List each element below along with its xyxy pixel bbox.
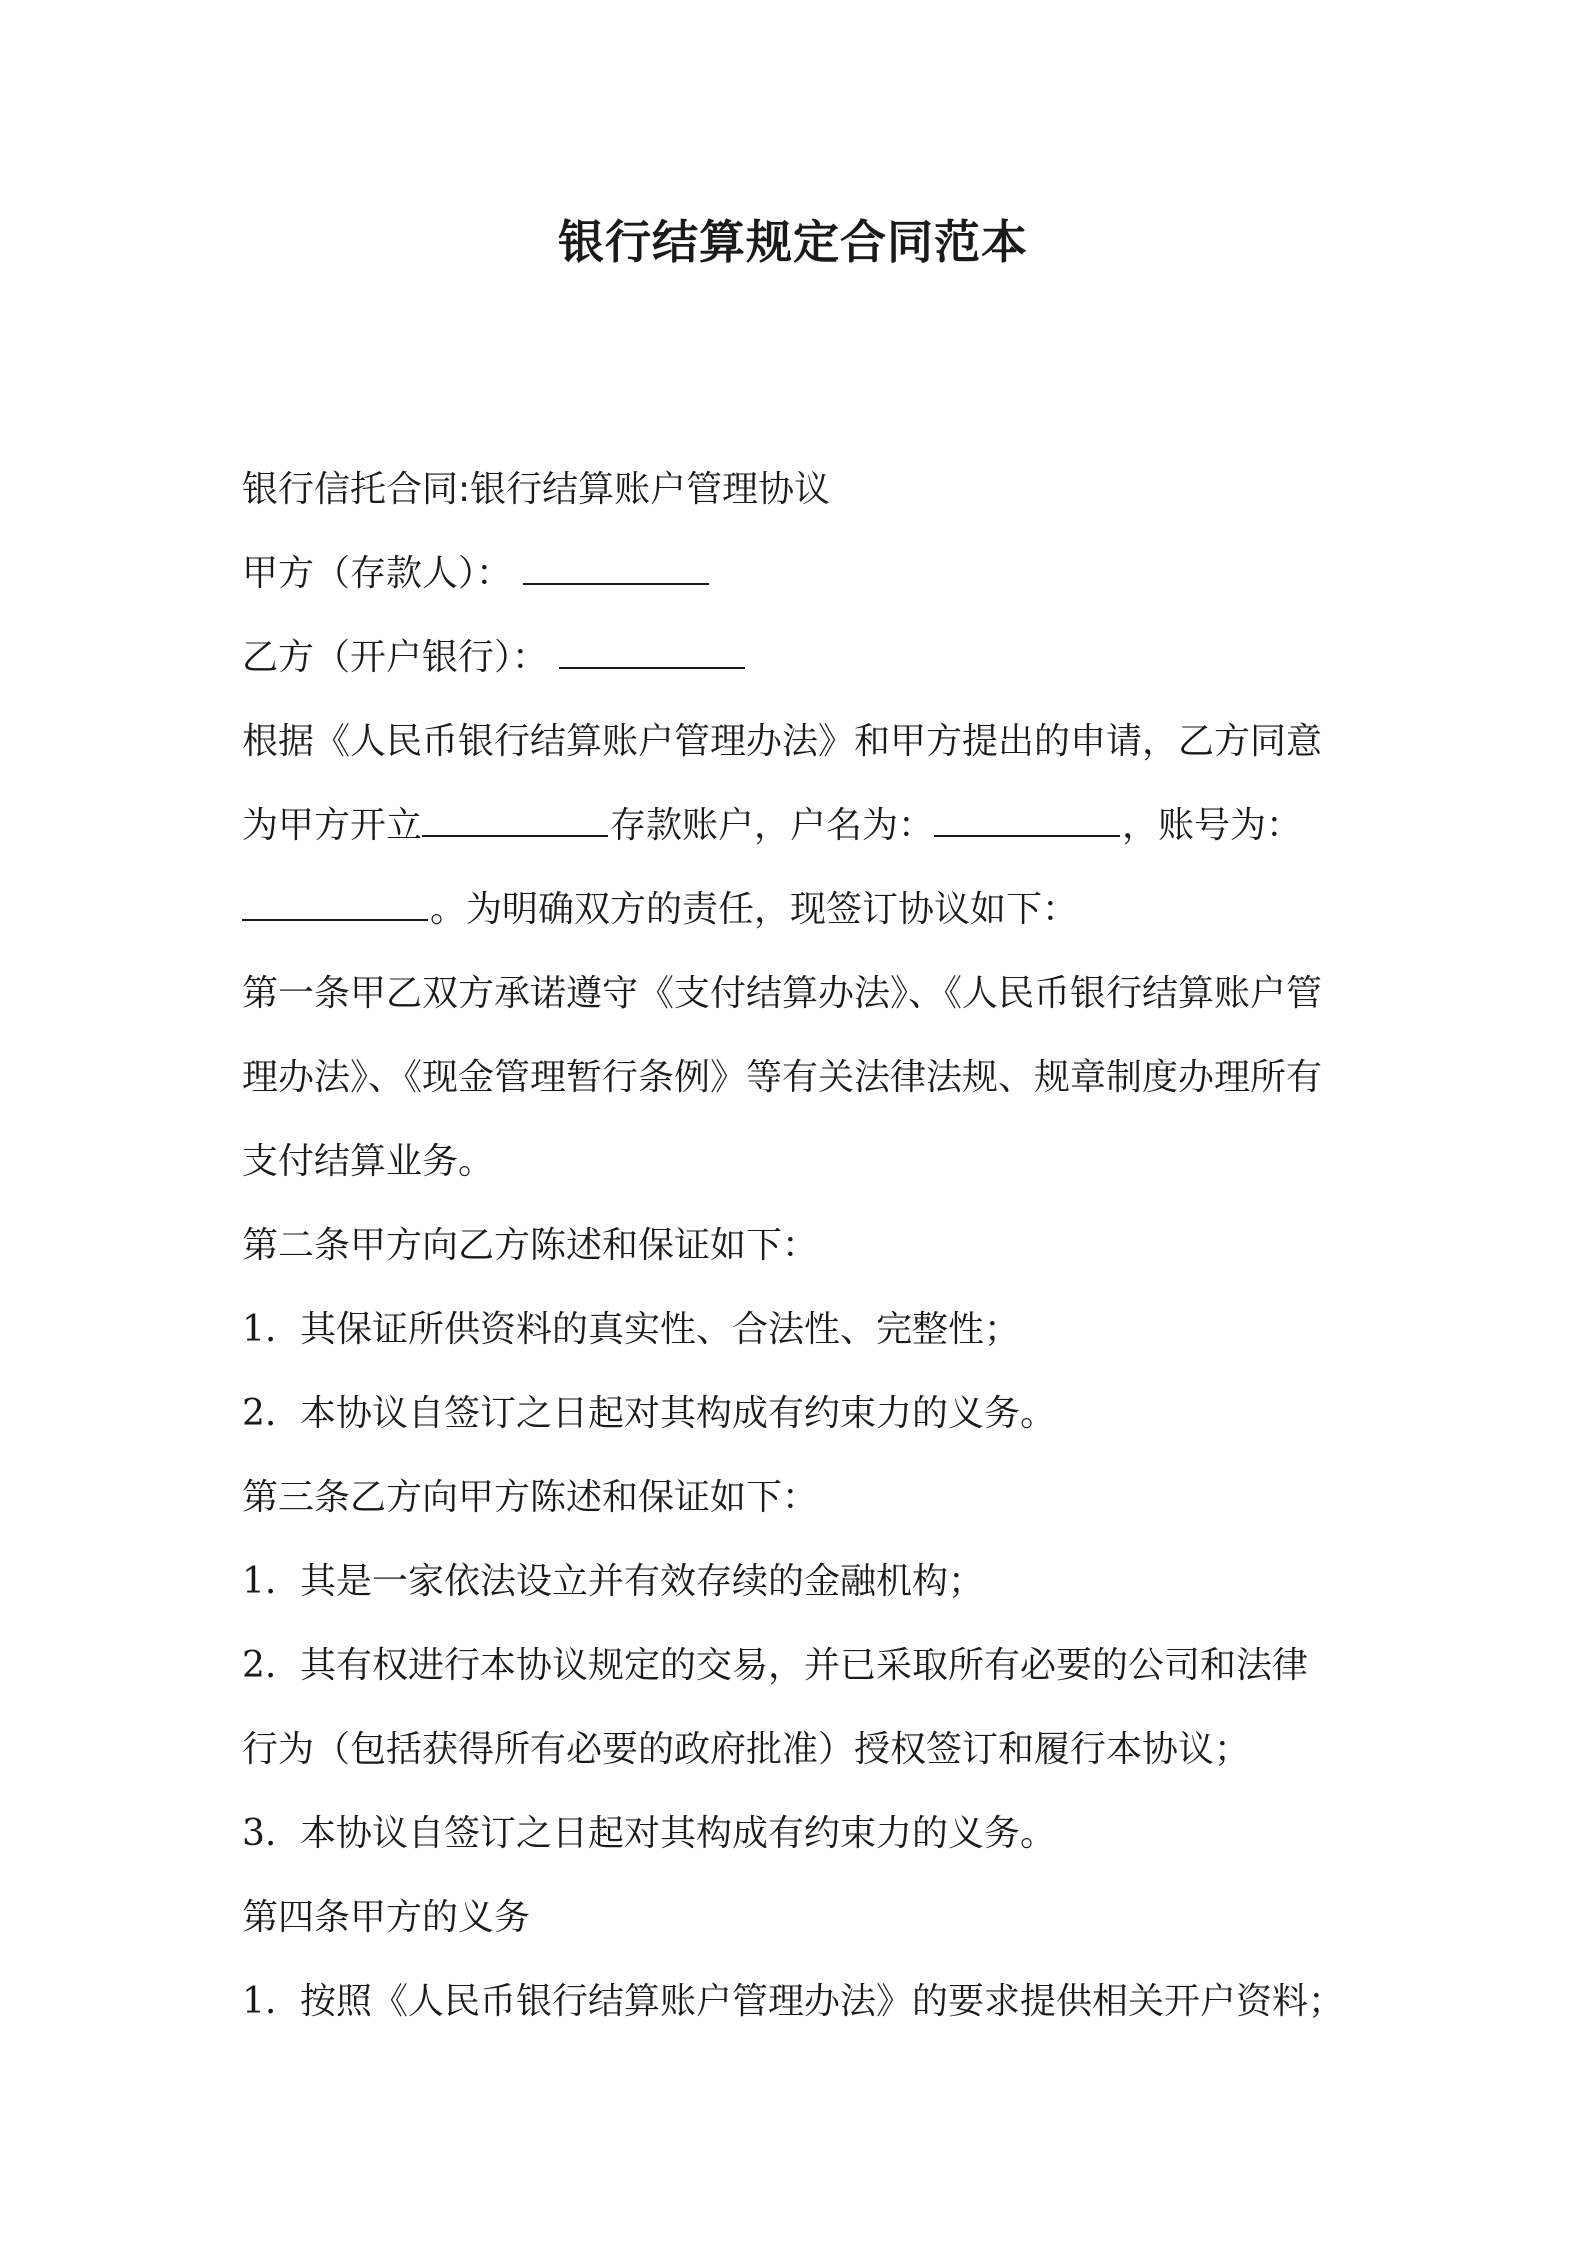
document-line xyxy=(242,868,1362,952)
document-line xyxy=(242,616,1362,700)
document-line xyxy=(242,1708,1362,1792)
text-segment: 为甲方开立 xyxy=(242,805,423,846)
document-line xyxy=(242,448,1362,532)
document-line xyxy=(242,1204,1362,1288)
text-segment: 甲方（存款人）： xyxy=(242,553,513,594)
list-item xyxy=(242,1372,1362,1456)
list-item xyxy=(242,1792,1362,1876)
text-segment: 第一条甲乙双方承诺遵守《支付结算办法》、《人民币银行结算账户管 xyxy=(242,973,1323,1014)
fill-in-blank xyxy=(559,633,745,669)
list-number: 2. xyxy=(242,1645,277,1686)
text-segment: 根据《人民币银行结算账户管理办法》和甲方提出的申请，乙方同意 xyxy=(242,721,1323,762)
text-segment: 理办法》、《现金管理暂行条例》等有关法律法规、规章制度办理所有 xyxy=(242,1057,1323,1098)
text-segment: ，账号为： xyxy=(1122,805,1303,846)
list-item xyxy=(242,1960,1362,2044)
text-segment: 本协议自签订之日起对其构成有约束力的义务。 xyxy=(300,1813,1057,1854)
list-number: 1. xyxy=(242,1981,277,2022)
list-number: 3. xyxy=(242,1813,277,1854)
document-line xyxy=(242,952,1362,1036)
list-number: 2. xyxy=(242,1393,277,1434)
list-item xyxy=(242,1288,1362,1372)
document-line xyxy=(242,1120,1362,1204)
document-body xyxy=(242,448,1362,2044)
fill-in-blank xyxy=(934,801,1120,837)
text-segment: 其是一家依法设立并有效存续的金融机构； xyxy=(300,1561,985,1602)
text-segment: 银行信托合同:银行结算账户管理协议 xyxy=(242,469,831,510)
text-segment: 第四条甲方的义务 xyxy=(242,1897,531,1938)
text-segment: 按照《人民币银行结算账户管理办法》的要求提供相关开户资料； xyxy=(300,1981,1345,2022)
list-item xyxy=(242,1624,1362,1708)
document-line xyxy=(242,1876,1362,1960)
text-segment: 其保证所供资料的真实性、合法性、完整性； xyxy=(300,1309,1021,1350)
fill-in-blank xyxy=(422,801,608,837)
text-segment: 。为明确双方的责任，现签订协议如下： xyxy=(430,889,1079,930)
list-item xyxy=(242,1540,1362,1624)
text-segment: 第三条乙方向甲方陈述和保证如下： xyxy=(242,1477,819,1518)
text-segment: 乙方（开户银行）： xyxy=(242,637,549,678)
document-line xyxy=(242,1036,1362,1120)
list-number: 1. xyxy=(242,1309,277,1350)
text-segment: 第二条甲方向乙方陈述和保证如下： xyxy=(242,1225,819,1266)
document-line xyxy=(242,532,1362,616)
text-segment: 支付结算业务。 xyxy=(242,1141,495,1182)
document-line xyxy=(242,784,1362,868)
document-line xyxy=(242,700,1362,784)
document-title: 银行结算规定合同范本 xyxy=(558,215,1028,269)
document-line xyxy=(242,1456,1362,1540)
text-segment: 存款账户，户名为： xyxy=(610,805,935,846)
text-segment: 其有权进行本协议规定的交易，并已采取所有必要的公司和法律 xyxy=(300,1645,1309,1686)
fill-in-blank xyxy=(242,885,428,921)
fill-in-blank xyxy=(523,549,709,585)
list-number: 1. xyxy=(242,1561,277,1602)
text-segment: 行为（包括获得所有必要的政府批准）授权签订和履行本协议； xyxy=(242,1729,1251,1770)
text-segment: 本协议自签订之日起对其构成有约束力的义务。 xyxy=(300,1393,1057,1434)
